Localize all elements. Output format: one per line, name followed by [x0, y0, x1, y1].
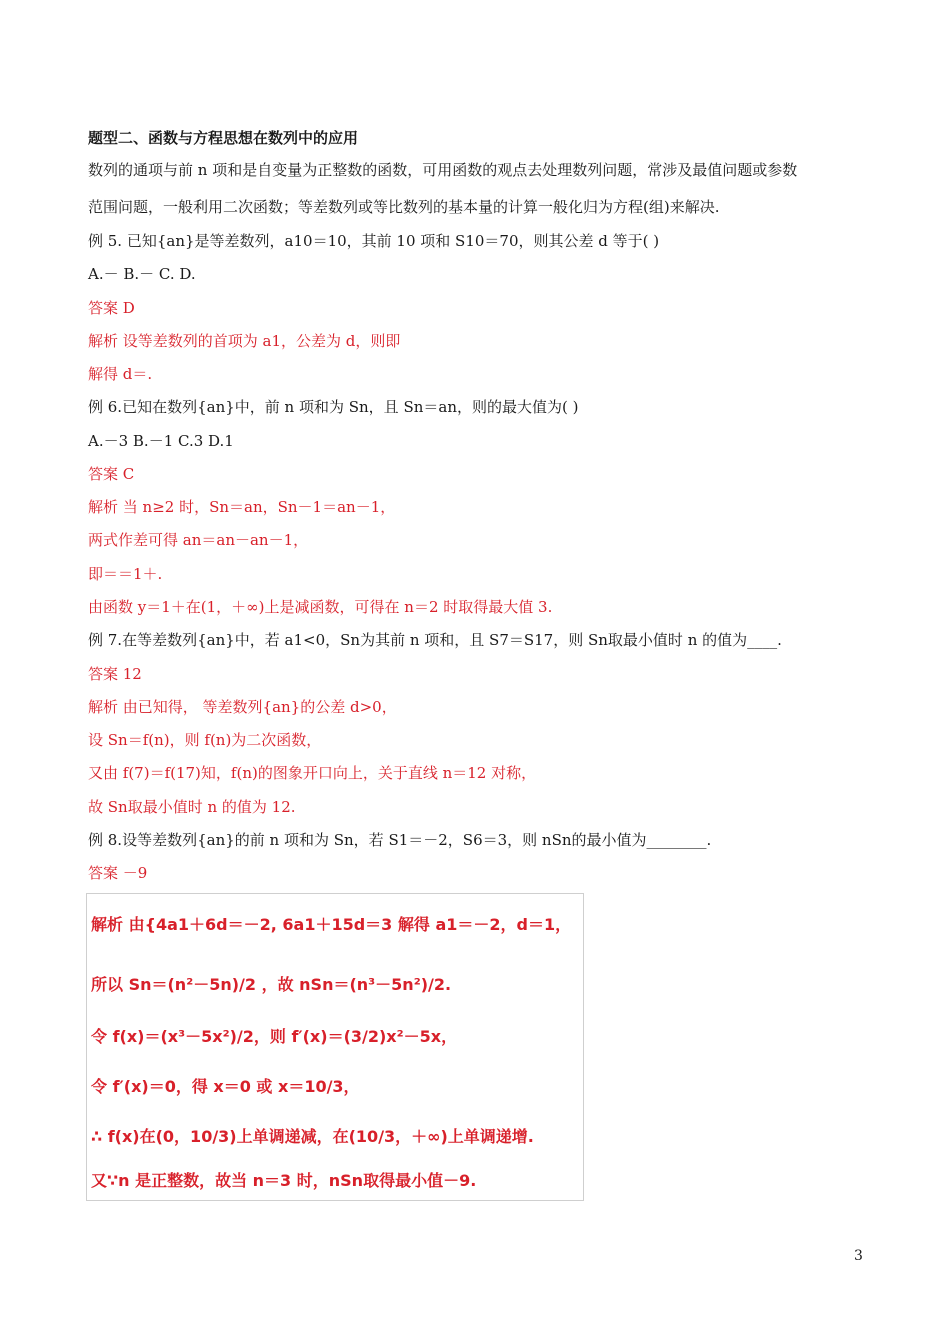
ex8-question: 例 8.设等差数列{an}的前 n 项和为 Sn，若 S1＝－2，S6＝3，则 nSn的最小值为________. [88, 831, 712, 849]
section-heading: 题型二、函数与方程思想在数列中的应用 [88, 129, 359, 147]
ex8-solution-line-3: 令 f(x)＝(x³－5x²)/2，则 f′(x)＝(3/2)x²－5x， [91, 1027, 458, 1046]
ex6-analysis-2: 两式作差可得 an＝an－an－1， [88, 531, 309, 549]
ex7-analysis-4: 故 Sn取最小值时 n 的值为 12. [88, 798, 296, 816]
ex7-answer: 答案 12 [88, 665, 142, 683]
ex8-solution-line-2: 所以 Sn＝(n²－5n)/2 ，故 nSn＝(n³－5n²)/2. [91, 975, 452, 994]
ex5-analysis-2: 解得 d＝. [88, 365, 153, 383]
ex6-analysis-4: 由函数 y＝1＋在(1，＋∞)上是减函数，可得在 n＝2 时取得最大值 3. [88, 598, 553, 616]
ex5-analysis-1: 解析 设等差数列的首项为 a1，公差为 d，则即 [88, 332, 401, 350]
ex8-solution-line-4: 令 f′(x)＝0，得 x＝0 或 x＝10/3， [91, 1077, 360, 1096]
ex8-solution-line-1: 解析 由{4a1＋6d＝－2, 6a1＋15d＝3 解得 a1＝－2，d＝1， [91, 915, 572, 934]
section-intro-line-1: 数列的通项与前 n 项和是自变量为正整数的函数，可用函数的观点去处理数列问题，常涉及最值问题或参数 [88, 161, 798, 179]
ex5-options: A.－ B.－ C. D. [88, 265, 196, 283]
ex7-analysis-1: 解析 由已知得， 等差数列{an}的公差 d>0， [88, 698, 397, 716]
ex8-solution-image [86, 893, 584, 1201]
ex6-analysis-1: 解析 当 n≥2 时，Sn＝an，Sn－1＝an－1， [88, 498, 396, 516]
page-number: 3 [854, 1248, 863, 1264]
ex5-question: 例 5. 已知{an}是等差数列，a10＝10，其前 10 项和 S10＝70，则其公差 d 等于( ) [88, 232, 660, 250]
ex8-solution-line-5: ∴ f(x)在(0，10/3)上单调递减，在(10/3，＋∞)上单调递增. [91, 1127, 534, 1146]
ex7-analysis-2: 设 Sn＝f(n)，则 f(n)为二次函数， [88, 731, 322, 749]
ex7-analysis-3: 又由 f(7)＝f(17)知，f(n)的图象开口向上，关于直线 n＝12 对称， [88, 764, 537, 782]
ex8-solution-line-6: 又∵n 是正整数，故当 n＝3 时，nSn取得最小值－9. [91, 1171, 477, 1190]
ex8-answer: 答案 －9 [88, 864, 148, 882]
ex6-answer: 答案 C [88, 465, 135, 483]
ex7-question: 例 7.在等差数列{an}中，若 a1<0，Sn为其前 n 项和，且 S7＝S17，则 Sn取最小值时 n 的值为____. [88, 631, 782, 649]
ex6-options: A.－3 B.－1 C.3 D.1 [88, 432, 234, 450]
ex5-answer: 答案 D [88, 299, 135, 317]
ex6-question: 例 6.已知在数列{an}中，前 n 项和为 Sn，且 Sn＝an，则的最大值为( ) [88, 398, 579, 416]
ex6-analysis-3: 即＝＝1＋. [88, 565, 163, 583]
section-intro-line-2: 范围问题，一般利用二次函数；等差数列或等比数列的基本量的计算一般化归为方程(组)来解决. [88, 198, 720, 216]
